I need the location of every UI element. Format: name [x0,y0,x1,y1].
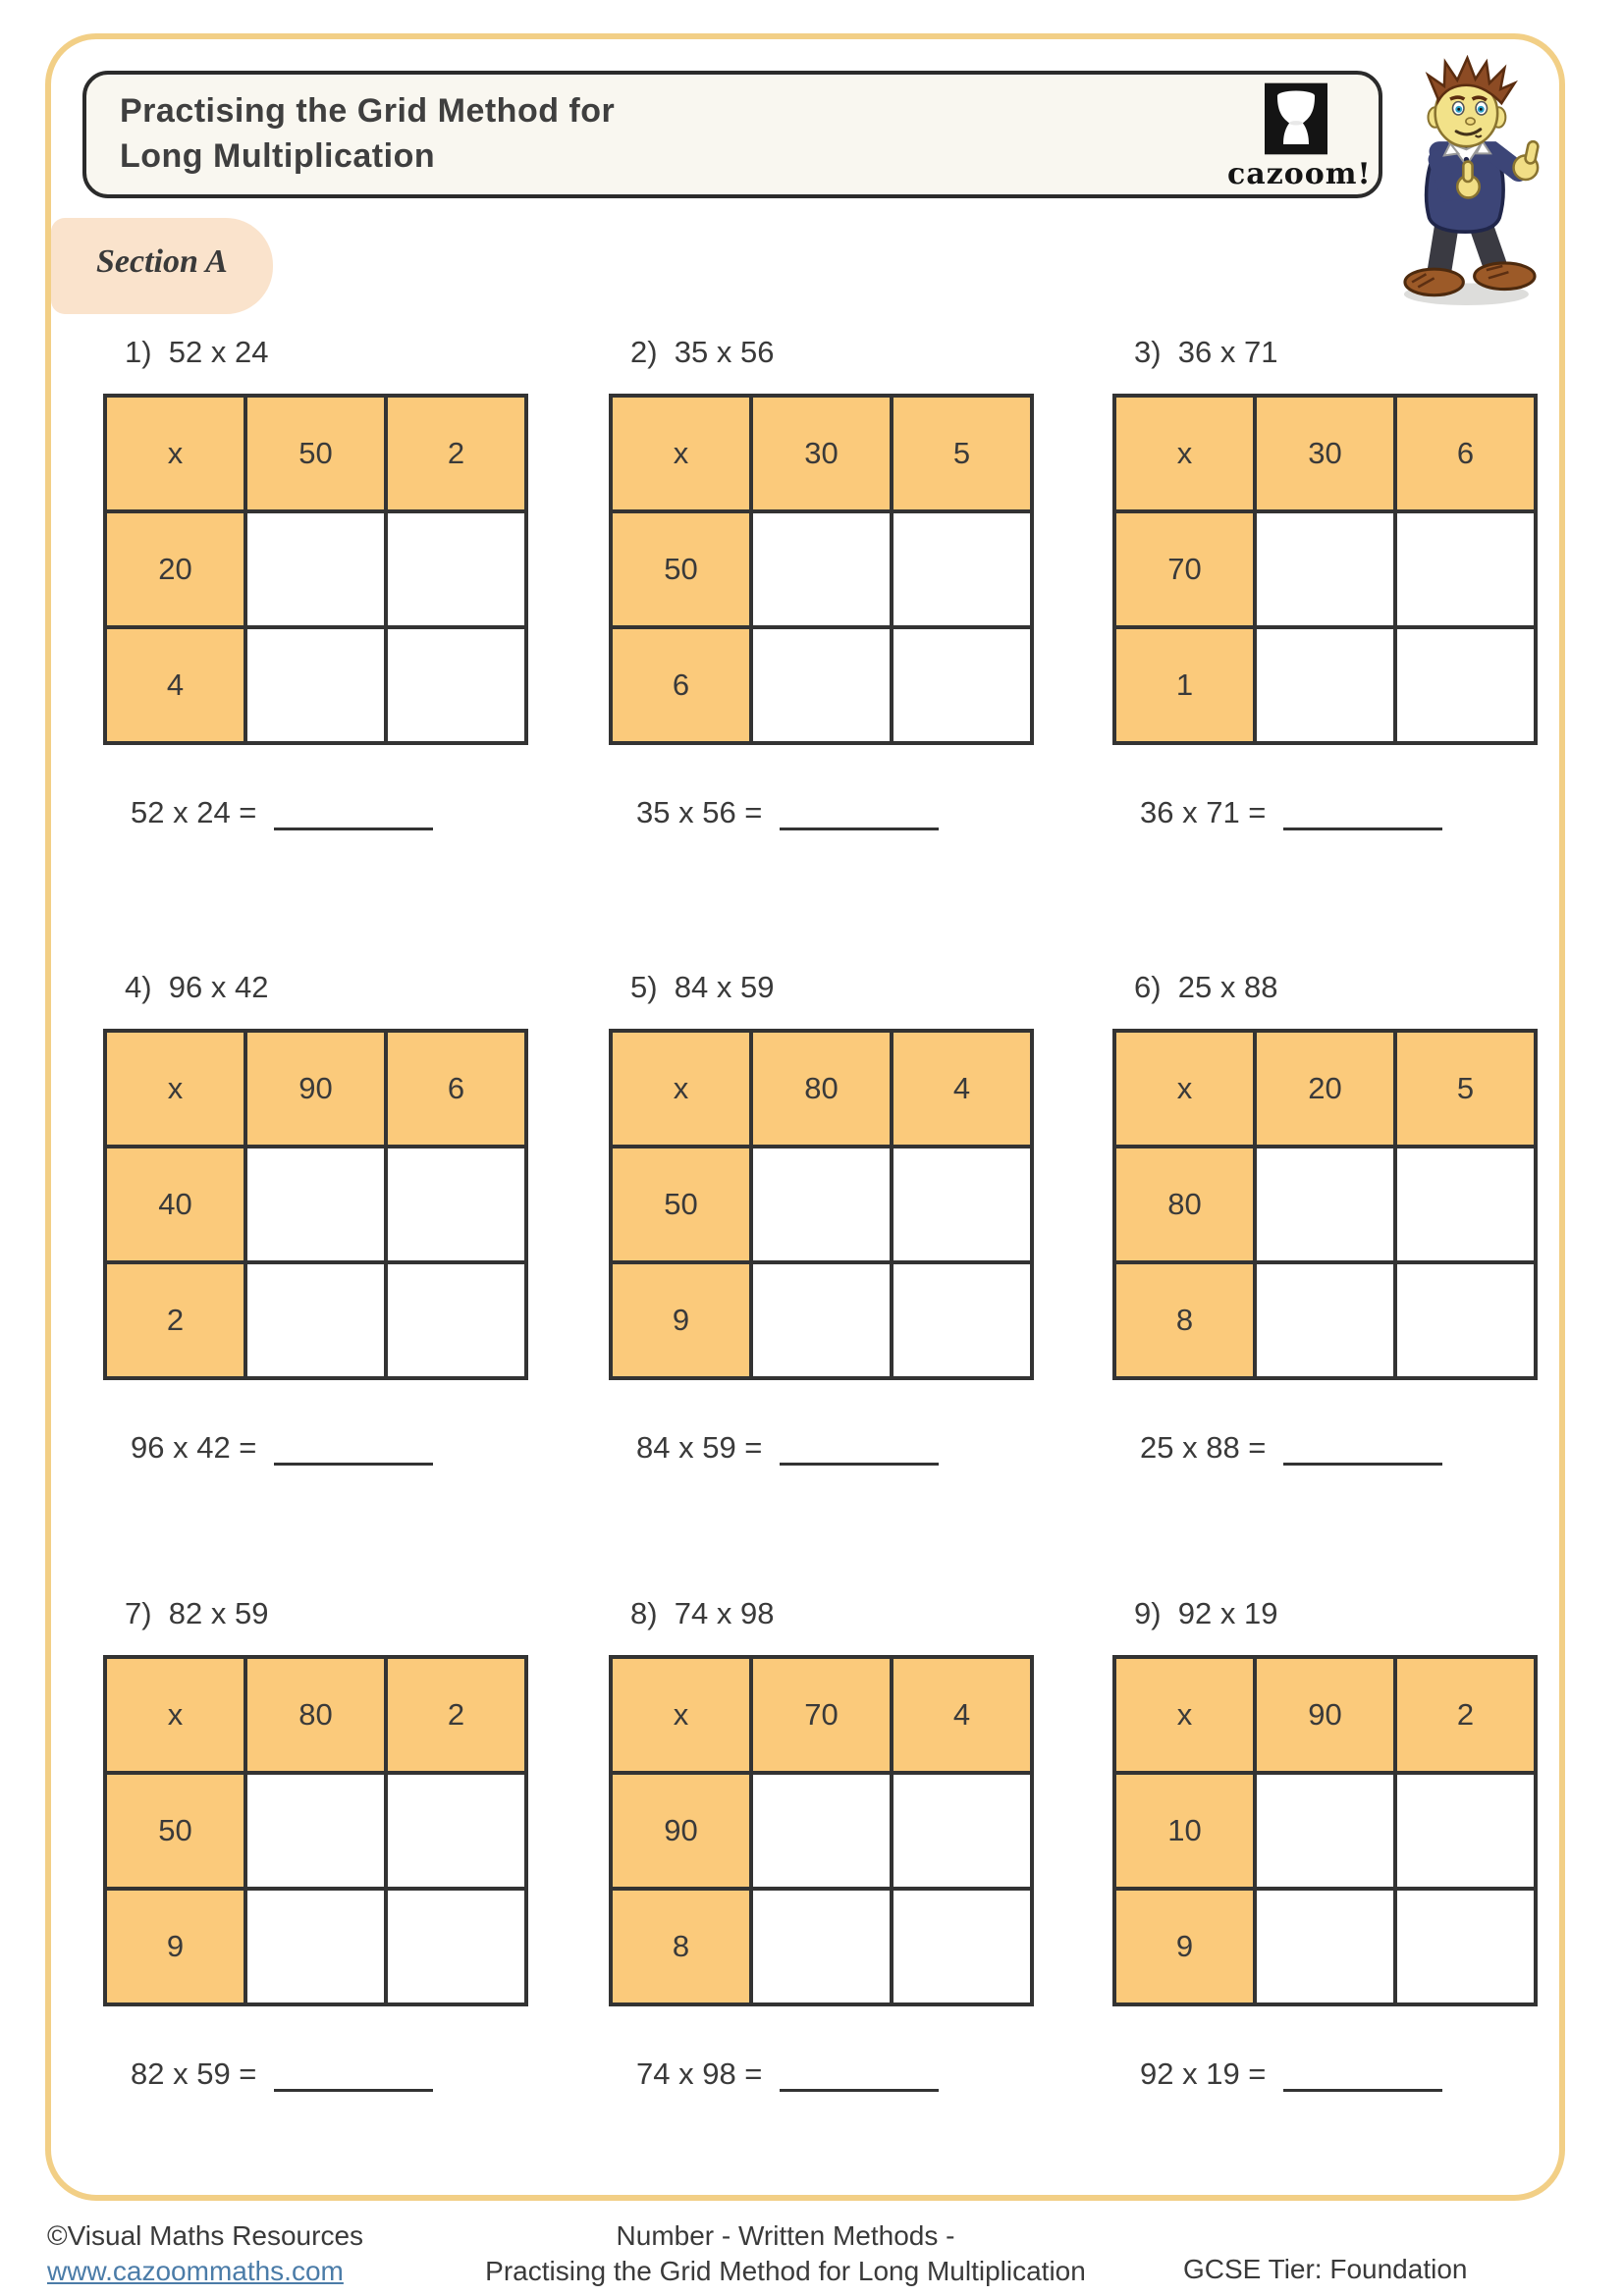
grid-header-cell: 4 [892,1657,1032,1773]
footer-left [47,2218,363,2289]
grid-answer-cell [751,1147,892,1262]
grid-row-label-cell: 50 [611,1147,751,1262]
answer-blank [274,1433,433,1466]
footer-website-link[interactable]: www.cazoommaths.com [47,2256,344,2286]
grid-answer-cell [1395,1889,1536,2004]
footer-topic-line-1: Number - Written Methods - [616,2220,955,2251]
cazoom-logo [1227,82,1372,191]
grid-operator-cell: x [1114,396,1255,511]
worksheet-title [120,88,615,179]
grid-header-cell: 5 [1395,1031,1536,1147]
section-a-tab [51,218,273,314]
answer-line [131,2052,535,2092]
grid-answer-cell [892,627,1032,743]
grid-answer-cell [1395,1147,1536,1262]
grid-operator-cell: x [611,1657,751,1773]
section-a-label: Section A [96,243,228,280]
problem-8-grid [609,1655,1034,2006]
grid-answer-cell [892,511,1032,627]
cazoom-drum-icon [1265,82,1327,155]
grid-row-label-cell: 40 [105,1147,245,1262]
grid-operator-cell: x [105,1657,245,1773]
grid-header-cell: 6 [386,1031,526,1147]
problem-5-grid [609,1029,1034,1380]
grid-operator-cell: x [1114,1031,1255,1147]
grid-answer-cell [386,1262,526,1378]
grid-answer-cell [386,1889,526,2004]
problem-3 [1112,335,1544,830]
grid-answer-cell [1395,627,1536,743]
answer-blank [780,1433,939,1466]
grid-operator-cell: x [105,396,245,511]
problem-4-title: 4) 96 x 42 [125,970,269,1004]
grid-row-label-cell: 9 [611,1262,751,1378]
problem-3-title: 3) 36 x 71 [1134,335,1278,369]
grid-row-label-cell: 90 [611,1773,751,1889]
problem-4-grid [103,1029,528,1380]
title-line-2: Long Multiplication [120,137,436,175]
footer-topic-line-2: Practising the Grid Method for Long Multiplication [485,2256,1086,2286]
grid-header-cell: 90 [1255,1657,1395,1773]
grid-answer-cell [245,1773,386,1889]
answer-line [636,2052,1041,2092]
mascot-character [1380,55,1559,306]
grid-row-label-cell: 10 [1114,1773,1255,1889]
grid-header-cell: 70 [751,1657,892,1773]
grid-row-label-cell: 1 [1114,627,1255,743]
grid-row-label-cell: 6 [611,627,751,743]
answer-line [1140,1425,1544,1466]
equation-text: 35 x 56 = [636,795,763,829]
answer-blank [780,2059,939,2092]
answer-line [131,1425,535,1466]
equation-text: 74 x 98 = [636,2056,763,2091]
grid-answer-cell [1255,511,1395,627]
grid-answer-cell [245,511,386,627]
equation-text: 84 x 59 = [636,1430,763,1465]
problem-2-title: 2) 35 x 56 [630,335,775,369]
grid-header-cell: 50 [245,396,386,511]
equation-text: 25 x 88 = [1140,1430,1267,1465]
grid-answer-cell [245,627,386,743]
problem-6-grid [1112,1029,1538,1380]
grid-answer-cell [892,1147,1032,1262]
answer-blank [1283,2059,1442,2092]
grid-row-label-cell: 20 [105,511,245,627]
grid-answer-cell [386,1773,526,1889]
grid-answer-cell [386,511,526,627]
equation-text: 52 x 24 = [131,795,257,829]
grid-header-cell: 80 [751,1031,892,1147]
answer-blank [274,798,433,830]
grid-operator-cell: x [611,396,751,511]
problem-1 [103,335,535,830]
grid-header-cell: 2 [386,1657,526,1773]
problem-1-title: 1) 52 x 24 [125,335,269,369]
thumb-up-right-hand [1514,140,1540,180]
title-line-1: Practising the Grid Method for [120,92,616,130]
grid-row-label-cell: 9 [1114,1889,1255,2004]
grid-answer-cell [1255,1262,1395,1378]
problem-4 [103,970,535,1466]
grid-operator-cell: x [1114,1657,1255,1773]
grid-answer-cell [892,1773,1032,1889]
footer-copyright: ©Visual Maths Resources [47,2220,364,2251]
grid-row-label-cell: 80 [1114,1147,1255,1262]
grid-header-cell: 30 [751,396,892,511]
grid-header-cell: 5 [892,396,1032,511]
problem-5-title: 5) 84 x 59 [630,970,775,1004]
grid-header-cell: 2 [386,396,526,511]
problem-2 [609,335,1041,830]
grid-answer-cell [892,1889,1032,2004]
grid-row-label-cell: 2 [105,1262,245,1378]
grid-answer-cell [245,1262,386,1378]
grid-answer-cell [751,511,892,627]
answer-blank [1283,1433,1442,1466]
grid-answer-cell [245,1889,386,2004]
cazoom-logo-text: cazoom! [1227,157,1372,191]
problem-9 [1112,1596,1544,2092]
answer-line [1140,2052,1544,2092]
footer-center [393,2218,1178,2289]
problem-1-grid [103,394,528,745]
grid-answer-cell [751,1262,892,1378]
worksheet-title-box [82,71,1382,198]
grid-row-label-cell: 9 [105,1889,245,2004]
grid-header-cell: 4 [892,1031,1032,1147]
grid-row-label-cell: 8 [611,1889,751,2004]
equation-text: 92 x 19 = [1140,2056,1267,2091]
grid-header-cell: 30 [1255,396,1395,511]
problem-5 [609,970,1041,1466]
problem-6 [1112,970,1544,1466]
grid-answer-cell [751,1889,892,2004]
answer-line [636,1425,1041,1466]
grid-header-cell: 20 [1255,1031,1395,1147]
problem-9-title: 9) 92 x 19 [1134,1596,1278,1630]
grid-row-label-cell: 4 [105,627,245,743]
grid-row-label-cell: 8 [1114,1262,1255,1378]
grid-answer-cell [1255,1773,1395,1889]
grid-answer-cell [1395,1262,1536,1378]
problem-6-title: 6) 25 x 88 [1134,970,1278,1004]
grid-answer-cell [245,1147,386,1262]
grid-answer-cell [751,1773,892,1889]
grid-answer-cell [1395,511,1536,627]
equation-text: 82 x 59 = [131,2056,257,2091]
grid-operator-cell: x [105,1031,245,1147]
grid-header-cell: 80 [245,1657,386,1773]
grid-row-label-cell: 50 [611,511,751,627]
grid-row-label-cell: 50 [105,1773,245,1889]
grid-answer-cell [1255,1147,1395,1262]
answer-blank [1283,798,1442,830]
grid-header-cell: 2 [1395,1657,1536,1773]
grid-answer-cell [892,1262,1032,1378]
problem-8-title: 8) 74 x 98 [630,1596,775,1630]
footer-tier: GCSE Tier: Foundation [1183,2254,1468,2284]
problem-7-grid [103,1655,528,2006]
grid-header-cell: 90 [245,1031,386,1147]
answer-blank [780,798,939,830]
problem-8 [609,1596,1041,2092]
equation-text: 36 x 71 = [1140,795,1267,829]
grid-row-label-cell: 70 [1114,511,1255,627]
answer-line [131,790,535,830]
equation-text: 96 x 42 = [131,1430,257,1465]
problem-7-title: 7) 82 x 59 [125,1596,269,1630]
grid-answer-cell [1255,627,1395,743]
grid-answer-cell [386,627,526,743]
problem-3-grid [1112,394,1538,745]
grid-answer-cell [1255,1889,1395,2004]
grid-operator-cell: x [611,1031,751,1147]
problem-9-grid [1112,1655,1538,2006]
grid-answer-cell [1395,1773,1536,1889]
grid-answer-cell [386,1147,526,1262]
answer-line [1140,790,1544,830]
problem-2-grid [609,394,1034,745]
answer-line [636,790,1041,830]
grid-answer-cell [751,627,892,743]
problem-7 [103,1596,535,2092]
grid-header-cell: 6 [1395,396,1536,511]
answer-blank [274,2059,433,2092]
